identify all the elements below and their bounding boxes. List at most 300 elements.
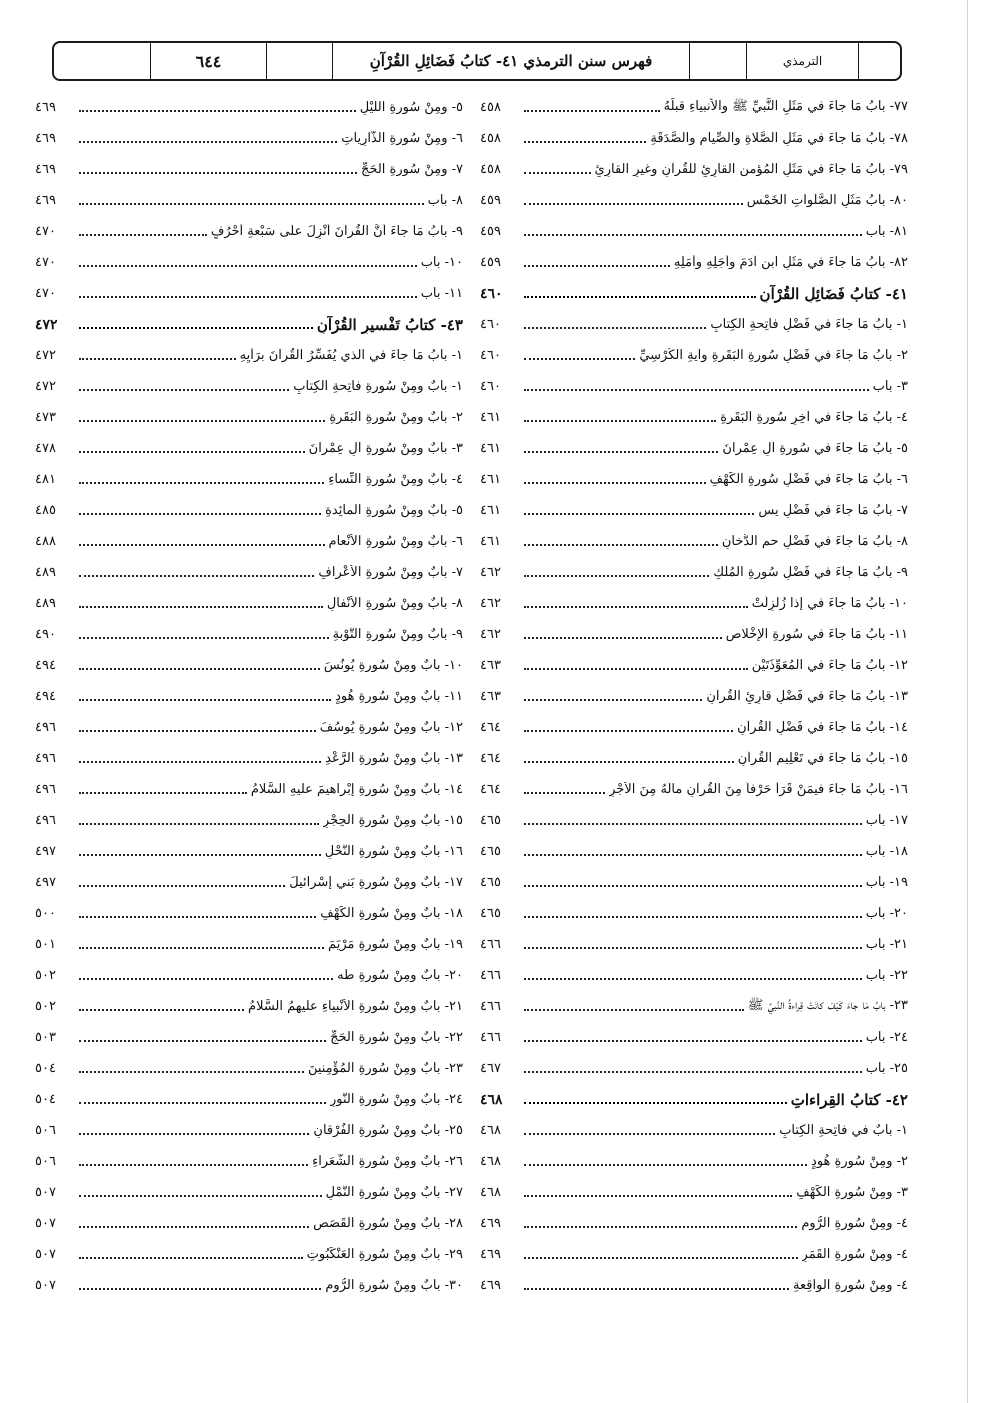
entry-page-number: ٤٦١ (480, 503, 501, 518)
dot-leader (79, 916, 316, 918)
entry-title: ٤- بابٌ ومِنْ سُورةِ النِّساءِ (328, 472, 463, 487)
index-entry (480, 154, 908, 185)
entry-page-number: ٥٠٦ (35, 1154, 56, 1169)
entry-title: ١٤- بابُ مَا جاءَ في فَضْلِ القُرآنِ (737, 720, 908, 735)
dot-leader (524, 668, 748, 670)
entry-page-number: ٥٠٤ (35, 1092, 56, 1107)
entry-page-number: ٤٩٠ (35, 627, 56, 642)
entry-title: ١٩- باب (865, 875, 908, 890)
dot-leader (524, 1102, 787, 1104)
index-entry (35, 867, 463, 898)
entry-page-number: ٤٦٥ (480, 844, 501, 859)
dot-leader (79, 1071, 304, 1073)
entry-page-number: ٤٥٨ (480, 131, 501, 146)
dot-leader (79, 1288, 321, 1290)
entry-title: ٢- بابٌ ومِنْ سُورةِ البَقَرةِ (329, 410, 463, 425)
entry-page-number: ٤٧٣ (35, 410, 56, 425)
index-entry (480, 712, 908, 743)
index-entry (35, 464, 463, 495)
dot-leader (79, 885, 285, 887)
dot-leader (524, 203, 743, 205)
dot-leader (79, 451, 305, 453)
dot-leader (524, 637, 722, 639)
entry-page-number: ٤٩٦ (35, 782, 56, 797)
entry-page-number: ٤٦١ (480, 472, 501, 487)
index-entry (480, 1270, 908, 1301)
index-entry (35, 185, 463, 216)
entry-title: ١٣- بابٌ ومِنْ سُورةِ الرَّعْدِ (325, 751, 463, 766)
entry-page-number: ٤٩٧ (35, 875, 56, 890)
entry-page-number: ٤٦٦ (480, 937, 501, 952)
entry-title: ٢٢- بابٌ ومِنْ سُورةِ الحَجِّ (330, 1030, 463, 1045)
entry-page-number: ٤٥٨ (480, 162, 501, 177)
index-entry (480, 185, 908, 216)
entry-page-number: ٤٨١ (35, 472, 56, 487)
index-entry (35, 216, 463, 247)
entry-title: ٢٦- بابٌ ومِنْ سُورةِ الشُّعَراءِ (312, 1154, 463, 1169)
entry-title: ٩- بابٌ ومِنْ سُورةِ التَّوْبةِ (332, 627, 463, 642)
index-entry (35, 991, 463, 1022)
entry-title: ٢- بابُ مَا جاءَ في فَضْلِ سُورةِ البَقَرةِ وآيةِ الكُرْسِيِّ (639, 348, 908, 363)
entry-title: ١٩- بابٌ ومِنْ سُورةِ مَرْيَمَ (328, 937, 463, 952)
index-entry (35, 1177, 463, 1208)
index-entry (35, 371, 463, 402)
index-entry (35, 154, 463, 185)
entry-title: ١٠- بابٌ ومِنْ سُورةِ يُونُسَ (323, 658, 463, 673)
dot-leader (79, 792, 247, 794)
entry-page-number: ٤٦٠ (480, 285, 503, 302)
entry-title: ٤- ومِنْ سُورةِ القَمَرِ (801, 1247, 908, 1262)
dot-leader (79, 513, 321, 515)
entry-title: ٢٣- بابُ مَا جاءَ كَيْفَ كانَتْ قِراءةُ النَّبيِّ ﷺ (747, 998, 908, 1013)
entry-title: ٨٠- بابُ مَثَلِ الصَّلَواتِ الخَمْسِ (746, 193, 908, 208)
entry-page-number: ٤٧٨ (35, 441, 56, 456)
dot-leader (524, 1133, 775, 1135)
index-entry (480, 1053, 908, 1084)
entry-title: ٣- باب (872, 379, 908, 394)
entry-page-number: ٤٧٢ (35, 379, 56, 394)
dot-leader (524, 730, 733, 732)
dot-leader (79, 668, 320, 670)
dot-leader (79, 978, 333, 980)
index-entry (480, 123, 908, 154)
entry-page-number: ٥٠٠ (35, 906, 56, 921)
entry-title: ٢٨- بابٌ ومِنْ سُورةِ القَصَصِ (313, 1216, 463, 1231)
entry-title: ٤١- كتابُ فَضَائِلِ القُرْآنِ (759, 284, 908, 303)
dot-leader (79, 265, 417, 267)
entry-page-number: ٤٦٨ (480, 1091, 503, 1108)
index-entry (35, 588, 463, 619)
dot-leader (524, 110, 660, 112)
entry-page-number: ٤٦٥ (480, 906, 501, 921)
index-entry (480, 805, 908, 836)
entry-title: ١- بابُ مَا جاءَ في الذي يُفَسِّرُ القُرآنَ برَأْيِهِ (239, 348, 463, 363)
index-entry (35, 1084, 463, 1115)
entry-page-number: ٤٦١ (480, 534, 501, 549)
index-entry (480, 402, 908, 433)
entry-title: ١٥- بابُ مَا جاءَ في تَعْلِيمِ القُرآنِ (737, 751, 908, 766)
dot-leader (524, 1040, 862, 1042)
dot-leader (79, 1257, 303, 1259)
index-entry (35, 247, 463, 278)
dot-leader (79, 1040, 326, 1042)
index-column-right (480, 92, 908, 1301)
index-column-left (35, 92, 463, 1301)
entry-page-number: ٤٦٤ (480, 782, 501, 797)
entry-page-number: ٤٨٥ (35, 503, 56, 518)
entry-title: ٨٢- بابُ مَا جاءَ في مَثَلِ ابنِ آدَمَ وأجَلِهِ وأمَلِهِ (673, 255, 908, 270)
entry-title: ٢٤- بابٌ ومِنْ سُورةِ النُّورِ (329, 1092, 463, 1107)
entry-page-number: ٤٦٩ (35, 131, 56, 146)
header-blank-cell (266, 43, 332, 79)
entry-title: ٤- ومِنْ سُورةِ الواقِعةِ (793, 1278, 908, 1293)
entry-page-number: ٥٠٣ (35, 1030, 56, 1045)
entry-title: ٢- ومِنْ سُورةِ هُودٍ (811, 1154, 908, 1169)
dot-leader (79, 761, 321, 763)
index-entry (480, 433, 908, 464)
entry-page-number: ٥٠٧ (35, 1216, 56, 1231)
index-entry (35, 1239, 463, 1270)
entry-page-number: ٥٠٦ (35, 1123, 56, 1138)
dot-leader (79, 110, 356, 112)
entry-page-number: ٤٦٠ (480, 317, 501, 332)
dot-leader (79, 1009, 244, 1011)
dot-leader (79, 358, 236, 360)
dot-leader (79, 203, 424, 205)
index-entry (480, 588, 908, 619)
entry-title: ٤٢- كتابُ القِراءاتِ (790, 1090, 908, 1109)
entry-page-number: ٤٦٣ (480, 689, 501, 704)
index-entry (480, 960, 908, 991)
dot-leader (524, 327, 706, 329)
entry-page-number: ٤٦٠ (480, 348, 501, 363)
dot-leader (524, 792, 605, 794)
entry-title: ١٢- بابٌ ومِنْ سُورةِ يُوسُفَ (319, 720, 463, 735)
entry-page-number: ٤٩٤ (35, 689, 56, 704)
dot-leader (524, 1226, 797, 1228)
dot-leader (524, 358, 635, 360)
entry-title: ٣٠- بابٌ ومِنْ سُورةِ الرُّومِ (325, 1278, 463, 1293)
entry-title: ٢٢- باب (865, 968, 908, 983)
dot-leader (524, 1257, 798, 1259)
entry-page-number: ٤٩٧ (35, 844, 56, 859)
entry-page-number: ٤٥٩ (480, 255, 501, 270)
dot-leader (79, 482, 324, 484)
entry-title: ١٠- بابُ مَا جاءَ في إذا زُلْزِلَتْ (751, 596, 908, 611)
entry-page-number: ٤٦٨ (480, 1154, 501, 1169)
dot-leader (524, 1288, 789, 1290)
entry-title: ٧٧- بابُ مَا جاءَ في مَثَلِ النَّبيِّ ﷺ والأنبياءِ قبلَهُ (663, 99, 908, 114)
dot-leader (79, 544, 325, 546)
dot-leader (524, 1071, 862, 1073)
index-entry (480, 557, 908, 588)
dot-leader (524, 761, 734, 763)
book-heading-entry (480, 278, 908, 309)
entry-page-number: ٤٨٨ (35, 534, 56, 549)
index-entry (35, 1208, 463, 1239)
entry-title: ٧- ومِنْ سُورةِ الحَجِّ (361, 162, 463, 177)
index-entry (35, 1115, 463, 1146)
entry-page-number: ٥٠٢ (35, 968, 56, 983)
index-entry (480, 774, 908, 805)
index-entry (35, 805, 463, 836)
entry-page-number: ٤٦٣ (480, 658, 501, 673)
entry-title: ٤- ومِنْ سُورةِ الرُّومِ (801, 1216, 908, 1231)
entry-page-number: ٤٦٢ (480, 627, 501, 642)
dot-leader (79, 947, 324, 949)
entry-title: ٢٥- باب (865, 1061, 908, 1076)
entry-title: ٦- ومِنْ سُورةِ الذَّارِياتِ (341, 131, 463, 146)
entry-page-number: ٥٠١ (35, 937, 56, 952)
entry-title: ٢٥- بابٌ ومِنْ سُورةِ الفُرْقانِ (313, 1123, 463, 1138)
entry-title: ٢٧- بابٌ ومِنْ سُورةِ النَّمْلِ (325, 1185, 463, 1200)
index-entry (35, 92, 463, 123)
entry-title: ٢٤- باب (865, 1030, 908, 1045)
dot-leader (79, 637, 329, 639)
index-entry (35, 123, 463, 154)
entry-page-number: ٤٦٩ (480, 1278, 501, 1293)
index-entry (480, 867, 908, 898)
entry-title: ٨١- باب (865, 224, 908, 239)
entry-title: ٤٣- كتابُ تَفْسيرِ القُرْآنِ (316, 315, 463, 334)
entry-title: ٢١- باب (865, 937, 908, 952)
index-entry (35, 1146, 463, 1177)
dot-leader (524, 141, 646, 143)
dot-leader (524, 389, 869, 391)
dot-leader (79, 1164, 308, 1166)
entry-title: ٨- بابٌ ومِنْ سُورةِ الأنْفالِ (326, 596, 463, 611)
index-entry (480, 1239, 908, 1270)
index-entry (480, 681, 908, 712)
entry-page-number: ٤٦٨ (480, 1185, 501, 1200)
dot-leader (79, 141, 337, 143)
header-title: فهرس سنن الترمذي ٤١- كتابُ فَضَائِلِ القُرْآنِ (332, 43, 689, 79)
dot-leader (79, 389, 289, 391)
index-entry (35, 898, 463, 929)
entry-page-number: ٤٦٦ (480, 1030, 501, 1045)
index-entry (35, 433, 463, 464)
index-entry (480, 929, 908, 960)
entry-page-number: ٤٦٩ (480, 1247, 501, 1262)
entry-title: ١٥- بابٌ ومِنْ سُورةِ الحِجْرِ (322, 813, 463, 828)
entry-page-number: ٤٦٥ (480, 875, 501, 890)
entry-page-number: ٤٥٩ (480, 224, 501, 239)
entry-title: ٨- بابُ مَا جاءَ في فَضْلِ حم الدُّخانِ (721, 534, 908, 549)
entry-page-number: ٥٠٤ (35, 1061, 56, 1076)
entry-title: ١١- بابٌ ومِنْ سُورةِ هُودٍ (335, 689, 463, 704)
index-entry (480, 464, 908, 495)
entry-page-number: ٤٦٩ (35, 100, 56, 115)
entry-page-number: ٤٩٦ (35, 720, 56, 735)
entry-page-number: ٤٩٦ (35, 751, 56, 766)
entry-page-number: ٤٦٢ (480, 565, 501, 580)
index-entry (35, 402, 463, 433)
index-entry (480, 371, 908, 402)
dot-leader (524, 947, 862, 949)
entry-title: ١٦- بابٌ ومِنْ سُورةِ النَّحْلِ (324, 844, 463, 859)
dot-leader (79, 854, 321, 856)
dot-leader (79, 730, 316, 732)
dot-leader (79, 1195, 322, 1197)
page-number: ٦٤٤ (150, 43, 266, 79)
dot-leader (524, 1009, 744, 1011)
entry-title: ٧٩- بابُ مَا جاءَ في مَثَلِ المُؤمنِ القارِئِ للقُرآنِ وغيرِ القارِئِ (594, 162, 908, 177)
index-entry (480, 309, 908, 340)
entry-title: ٢٠- بابٌ ومِنْ سُورةِ طه (337, 968, 463, 983)
index-entry (480, 92, 908, 123)
entry-title: ٦- بابُ مَا جاءَ في فَضْلِ سُورةِ الكَهْفِ (709, 472, 908, 487)
index-entry (480, 1115, 908, 1146)
dot-leader (79, 606, 323, 608)
entry-title: ١- بابٌ ومِنْ سُورةِ فاتِحةِ الكِتابِ (293, 379, 463, 394)
entry-title: ١١- بابُ مَا جاءَ في سُورةِ الإخْلاصِ (725, 627, 908, 642)
page-edge-line (967, 0, 968, 1403)
dot-leader (79, 1133, 309, 1135)
index-entry (35, 929, 463, 960)
dot-leader (524, 234, 862, 236)
dot-leader (79, 172, 357, 174)
entry-title: ١٠- باب (420, 255, 463, 270)
dot-leader (524, 606, 748, 608)
entry-title: ١٣- بابُ مَا جاءَ في فَضْلِ قارِئِ القُرآنِ (706, 689, 908, 704)
entry-page-number: ٤٦٩ (480, 1216, 501, 1231)
entry-title: ٣- ومِنْ سُورةِ الكَهْفِ (796, 1185, 908, 1200)
entry-title: ١٦- بابُ مَا جاءَ فيمَنْ قَرَأَ حَرْفاً مِنَ القُرآنِ مالَهُ مِنَ الأجْرِ (609, 782, 908, 797)
dot-leader (524, 451, 718, 453)
dot-leader (524, 482, 706, 484)
index-entry (480, 526, 908, 557)
entry-title: ٢٣- بابٌ ومِنْ سُورةِ المُؤْمِنينَ (307, 1061, 463, 1076)
entry-page-number: ٤٦١ (480, 410, 501, 425)
dot-leader (524, 823, 862, 825)
index-entry (35, 557, 463, 588)
entry-title: ٥- بابُ مَا جاءَ في سُورةِ آلِ عِمْرانَ (722, 441, 908, 456)
dot-leader (524, 978, 862, 980)
entry-page-number: ٤٦١ (480, 441, 501, 456)
index-entry (35, 774, 463, 805)
entry-page-number: ٤٦٤ (480, 751, 501, 766)
entry-page-number: ٥٠٧ (35, 1278, 56, 1293)
entry-page-number: ٤٧٠ (35, 255, 56, 270)
dot-leader (524, 420, 716, 422)
index-entry (480, 991, 908, 1022)
entry-page-number: ٤٦٤ (480, 720, 501, 735)
dot-leader (524, 916, 862, 918)
entry-page-number: ٤٩٤ (35, 658, 56, 673)
entry-title: ١٨- باب (865, 844, 908, 859)
entry-page-number: ٤٦٠ (480, 379, 501, 394)
index-entry (480, 1146, 908, 1177)
dot-leader (79, 234, 207, 236)
entry-title: ٥- بابٌ ومِنْ سُورةِ المائِدةِ (325, 503, 463, 518)
entry-page-number: ٤٦٦ (480, 968, 501, 983)
entry-page-number: ٤٧٢ (35, 348, 56, 363)
entry-page-number: ٤٩٦ (35, 813, 56, 828)
entry-title: ١١- باب (420, 286, 463, 301)
entry-title: ١٨- بابٌ ومِنْ سُورةِ الكَهْفِ (320, 906, 463, 921)
entry-title: ٧- بابٌ ومِنْ سُورةِ الأعْرافِ (318, 565, 463, 580)
entry-title: ٣- بابٌ ومِنْ سُورةِ آلِ عِمْرانَ (308, 441, 463, 456)
index-entry (35, 743, 463, 774)
index-entry (35, 1270, 463, 1301)
dot-leader (524, 1164, 807, 1166)
dot-leader (79, 420, 325, 422)
dot-leader (79, 296, 417, 298)
dot-leader (524, 854, 862, 856)
header-short-title: الترمذي (746, 43, 858, 79)
entry-title: ١٤- بابٌ ومِنْ سُورةِ إبْراهيمَ عليهِ السَّلامُ (250, 782, 463, 797)
index-entry (35, 1053, 463, 1084)
entry-page-number: ٤٧٢ (35, 316, 58, 333)
index-entry (35, 1022, 463, 1053)
book-heading-entry (35, 309, 463, 340)
index-entry (480, 495, 908, 526)
dot-leader (524, 296, 756, 298)
index-entry (480, 216, 908, 247)
entry-page-number: ٥٠٧ (35, 1185, 56, 1200)
index-entry (480, 898, 908, 929)
entry-page-number: ٤٥٩ (480, 193, 501, 208)
entry-page-number: ٥٠٢ (35, 999, 56, 1014)
header-blank-cell (858, 43, 900, 79)
index-entry (35, 836, 463, 867)
dot-leader (79, 1102, 326, 1104)
page-header (52, 41, 902, 81)
entry-title: ١- بابُ مَا جاءَ في فَضْلِ فاتِحةِ الكِتابِ (710, 317, 908, 332)
index-entry (35, 526, 463, 557)
index-entry (480, 836, 908, 867)
entry-title: ١٢- بابُ مَا جاءَ في المُعَوِّذَتَيْنِ (751, 658, 908, 673)
entry-page-number: ٤٧٠ (35, 224, 56, 239)
dot-leader (524, 1195, 792, 1197)
index-entry (35, 681, 463, 712)
entry-title: ٧٨- بابُ مَا جاءَ في مَثَلِ الصَّلاةِ والصِّيامِ والصَّدَقَةِ (650, 131, 908, 146)
dot-leader (79, 823, 319, 825)
entry-title: ١٧- بابٌ ومِنْ سُورةِ بَني إسْرائيلَ (289, 875, 463, 890)
dot-leader (79, 1226, 309, 1228)
index-entry (480, 247, 908, 278)
entry-page-number: ٤٧٠ (35, 286, 56, 301)
entry-page-number: ٤٨٩ (35, 565, 56, 580)
entry-page-number: ٤٦٧ (480, 1061, 501, 1076)
dot-leader (79, 575, 314, 577)
entry-page-number: ٤٦٩ (35, 193, 56, 208)
entry-title: ٨- باب (427, 193, 463, 208)
index-entry (35, 340, 463, 371)
index-entry (480, 1022, 908, 1053)
entry-page-number: ٥٠٧ (35, 1247, 56, 1262)
dot-leader (524, 513, 754, 515)
dot-leader (524, 172, 591, 174)
entry-title: ٢٩- بابٌ ومِنْ سُورةِ العَنْكَبُوتِ (306, 1247, 463, 1262)
entry-page-number: ٤٦٦ (480, 999, 501, 1014)
index-entry (480, 743, 908, 774)
index-entry (480, 1177, 908, 1208)
dot-leader (524, 699, 702, 701)
index-entry (35, 278, 463, 309)
entry-page-number: ٤٦٩ (35, 162, 56, 177)
entry-page-number: ٤٨٩ (35, 596, 56, 611)
dot-leader (524, 885, 862, 887)
dot-leader (524, 544, 718, 546)
entry-title: ٧- بابُ مَا جاءَ في فَضْلِ يس (758, 503, 908, 518)
dot-leader (79, 699, 331, 701)
entry-page-number: ٤٦٢ (480, 596, 501, 611)
index-entry (480, 340, 908, 371)
index-entry (480, 619, 908, 650)
dot-leader (524, 575, 709, 577)
index-entry (35, 495, 463, 526)
